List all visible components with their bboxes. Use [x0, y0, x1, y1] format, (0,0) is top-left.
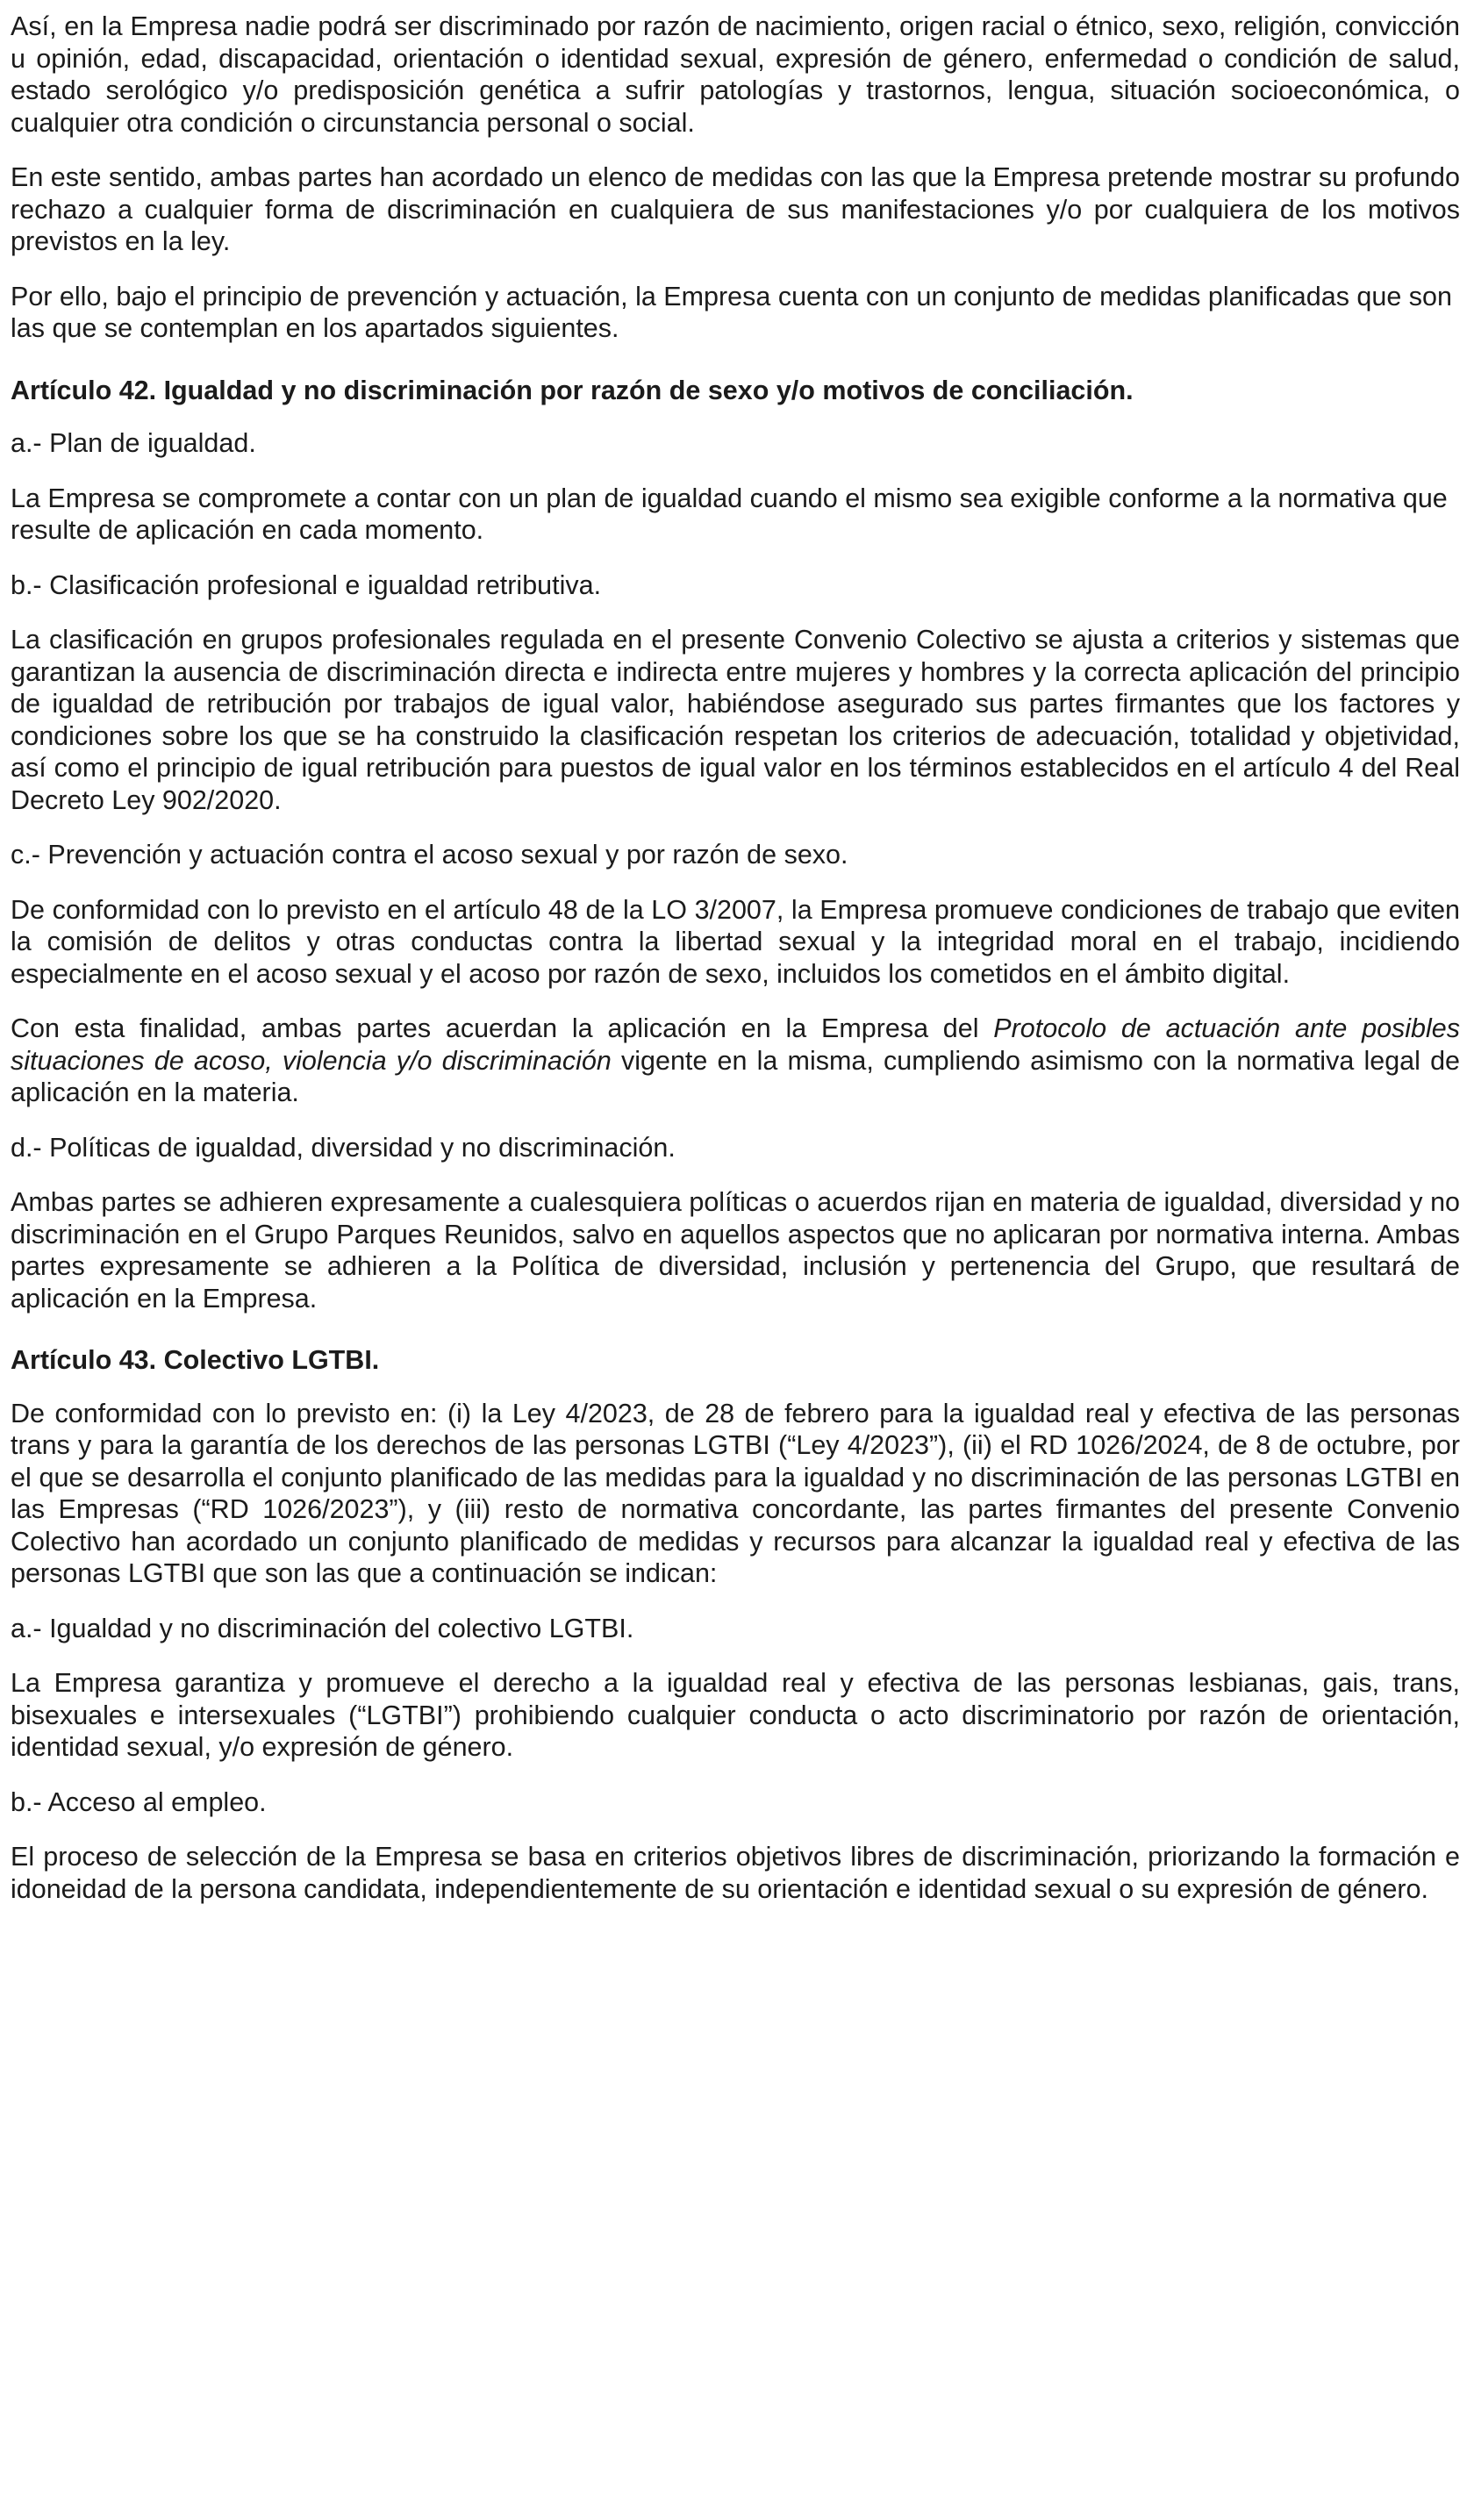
article-42-paragraph-a: La Empresa se compromete a contar con un plan de igualdad cuando el mismo sea exigible conforme a la normativa que resulte de aplicación en cada momento. — [11, 483, 1448, 545]
article-42-paragraph-d: Ambas partes se adhieren expresamente a cualesquiera políticas o acuerdos rijan en materia de igualdad, diversidad y no discriminación en el Grupo Parques Reunidos, salvo en aquellos aspectos que no aplicaran por normativa interna. Ambas partes expresamente se adhieren a la Política de diversidad, inclusión y pertenencia del Grupo, que resultará de aplicación en la Empresa. — [11, 1187, 1460, 1314]
article-43-paragraph-a: La Empresa garantiza y promueve el derecho a la igualdad real y efectiva de las personas lesbianas, gais, trans, bisexuales e intersexuales (“LGTBI”) prohibiendo cualquier conducta o acto discriminatorio por razón de orientación, identidad sexual, y/o expresión de género. — [11, 1668, 1460, 1762]
article-42-paragraph-b: La clasificación en grupos profesionales regulada en el presente Convenio Colectivo se ajusta a criterios y sistemas que garantizan la ausencia de discriminación directa e indirecta entre mujeres y hombres y la correcta aplicación del principio de igualdad de retribución por trabajos de igual valor, habiéndose asegurado sus partes firmantes que los factores y condiciones sobre los que se ha construido la clasificación respetan los criterios de adecuación, totalidad y objetividad, así como el principio de igual retribución para puestos de igual valor en los términos establecidos en el artículo 4 del Real Decreto Ley 902/2020. — [11, 625, 1460, 815]
protocol-title: Protocolo de actuación ante posibles situaciones de acoso, violencia y/o discriminación — [11, 1013, 1461, 1076]
article-43-paragraph-b: El proceso de selección de la Empresa se basa en criterios objetivos libres de discriminación, priorizando la formación e idoneidad de la persona candidata, independientemente de su orientación e identidad sexual o su expresión de género. — [11, 1842, 1460, 1904]
article-42-item-b: b.- Clasificación profesional e igualdad retributiva. — [11, 569, 602, 600]
article-42-paragraph-c2 — [11, 1013, 1460, 1109]
article-43-item-b: b.- Acceso al empleo. — [11, 1786, 267, 1817]
paragraph-measures-agreed: En este sentido, ambas partes han acordado un elenco de medidas con las que la Empresa pretende mostrar su profundo rechazo a cualquier forma de discriminación en cualquiera de sus manifestaciones y/o por cualquiera de los motivos previstos en la ley. — [11, 162, 1460, 256]
article-42-paragraph-c1: De conformidad con lo previsto en el artículo 48 de la LO 3/2007, la Empresa promueve condiciones de trabajo que eviten la comisión de delitos y otras conductas contra la libertad sexual y la integridad moral en el trabajo, incidiendo especialmente en el acoso sexual y el acoso por razón de sexo, incluidos los cometidos en el ámbito digital. — [11, 894, 1460, 989]
article-42-item-a: a.- Plan de igualdad. — [11, 428, 256, 458]
article-43-item-a: a.- Igualdad y no discriminación del colectivo LGTBI. — [11, 1613, 634, 1643]
paragraph-c2-text-before: Con esta finalidad, ambas partes acuerdan la aplicación en la Empresa del — [11, 1013, 994, 1043]
article-42-item-d: d.- Políticas de igualdad, diversidad y no discriminación. — [11, 1132, 676, 1163]
article-42-item-c: c.- Prevención y actuación contra el acoso sexual y por razón de sexo. — [11, 840, 848, 870]
document-page — [11, 0, 1460, 1928]
paragraph-discrimination-grounds: Así, en la Empresa nadie podrá ser discriminado por razón de nacimiento, origen racial o étnico, sexo, religión, convicción u opinión, edad, discapacidad, orientación o identidad sexual, expresión de género, enfermedad o condición de salud, estado serológico y/o predisposición genética a sufrir patologías y trastornos, lengua, situación socioeconómica, o cualquier otra condición o circunstancia personal o social. — [11, 11, 1460, 138]
paragraph-c2-text-after: vigente en la misma, cumpliendo asimismo con la normativa legal de aplicación en la materia. — [11, 1045, 1460, 1107]
article-42-heading: Artículo 42. Igualdad y no discriminación por razón de sexo y/o motivos de conciliación. — [11, 375, 1134, 405]
paragraph-prevention-principle: Por ello, bajo el principio de prevención y actuación, la Empresa cuenta con un conjunto de medidas planificadas que son las que se contemplan en los apartados siguientes. — [11, 281, 1452, 343]
article-43-intro: De conformidad con lo previsto en: (i) la Ley 4/2023, de 28 de febrero para la igualdad real y efectiva de las personas trans y para la garantía de los derechos de las personas LGTBI (“Ley 4/2023”), (ii) el RD 1026/2024, de 8 de octubre, por el que se desarrolla el conjunto planificado de las medidas para la igualdad y no discriminación de las personas LGTBI en las Empresas (“RD 1026/2023”), y (iii) resto de normativa concordante, las partes firmantes del presente Convenio Colectivo han acordado un conjunto planificado de medidas y recursos para alcanzar la igualdad real y efectiva de las personas LGTBI que son las que a continuación se indican: — [11, 1398, 1460, 1588]
article-43-heading: Artículo 43. Colectivo LGTBI. — [11, 1345, 380, 1375]
